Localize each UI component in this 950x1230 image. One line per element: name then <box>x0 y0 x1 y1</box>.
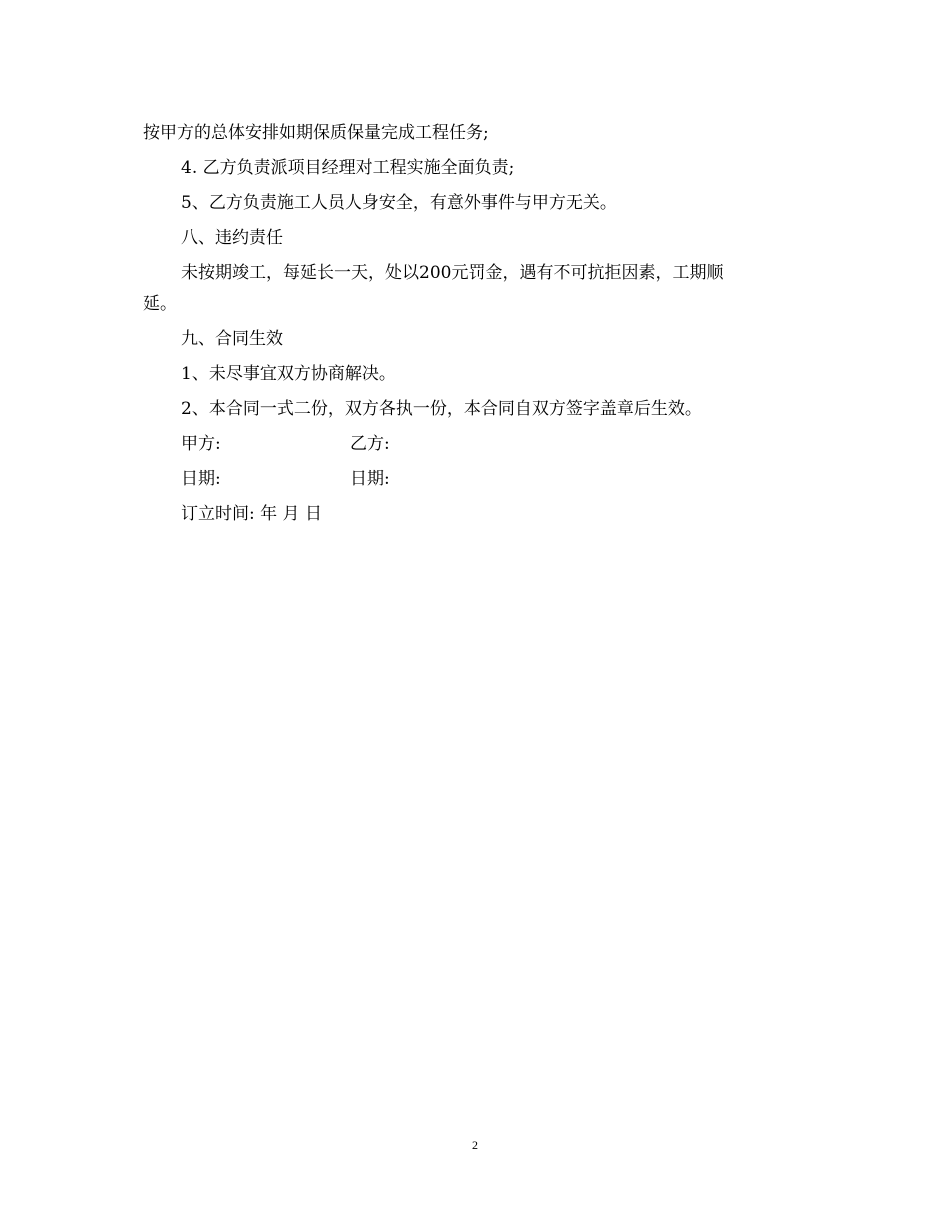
clause-item-5: 5、乙方负责施工人员人身安全，有意外事件与甲方无关。 <box>181 193 617 213</box>
date-a-label: 日期: <box>181 469 221 489</box>
signing-time-row <box>143 499 783 530</box>
signature-party-row <box>143 429 783 460</box>
contract-body <box>143 118 783 530</box>
breach-clause-text: 未按期竣工，每延长一天，处以200元罚金，遇有不可抗拒因素，工期顺 <box>181 263 724 283</box>
effect-item-1: 1、未尽事宜双方协商解决。 <box>181 364 396 384</box>
effect-item-2: 2、本合同一式二份，双方各执一份，本合同自双方签字盖章后生效。 <box>181 399 702 419</box>
section-heading-contract-effect: 九、合同生效 <box>181 329 283 349</box>
signature-date-row <box>143 464 783 495</box>
clause-text: 按甲方的总体安排如期保质保量完成工程任务; <box>143 123 489 143</box>
clause-item-4: 4. 乙方负责派项目经理对工程实施全面负责; <box>181 158 515 178</box>
party-a-label: 甲方: <box>181 434 221 454</box>
signing-time-label: 订立时间: 年 月 日 <box>181 504 322 524</box>
page-number: 2 <box>472 1138 478 1152</box>
date-b-label: 日期: <box>350 469 390 489</box>
breach-clause-continuation: 延。 <box>143 294 177 314</box>
party-b-label: 乙方: <box>350 434 390 454</box>
section-heading-breach-liability: 八、违约责任 <box>181 228 283 248</box>
